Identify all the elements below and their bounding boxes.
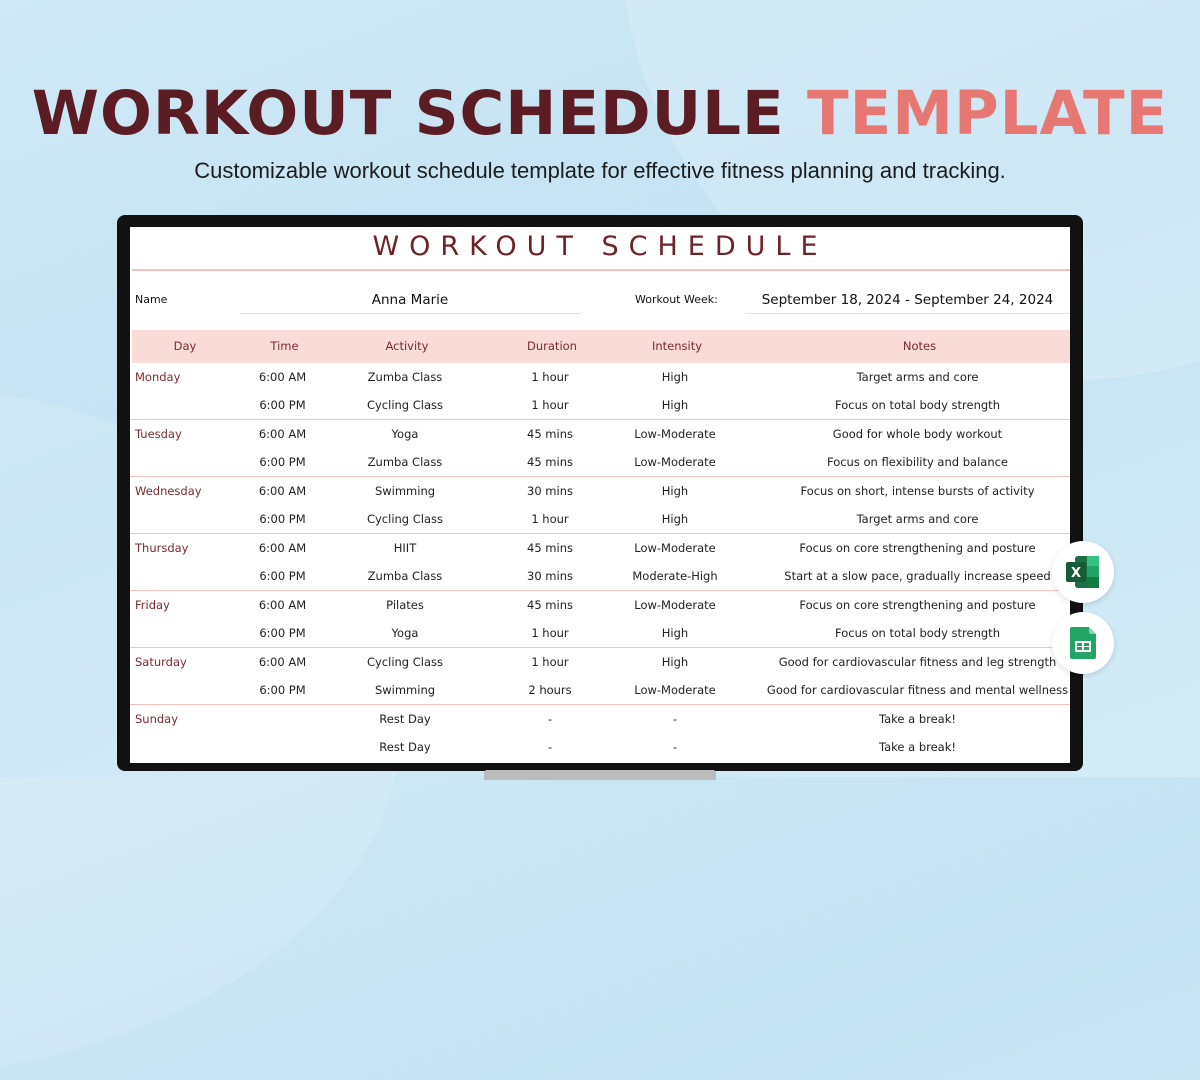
table-row <box>130 591 1070 619</box>
page-subtitle: Customizable workout schedule template for effective fitness planning and tracking. <box>194 158 1006 183</box>
activity-cell[interactable]: Pilates <box>386 598 424 612</box>
day-cell[interactable]: Monday <box>135 370 181 384</box>
intensity-cell[interactable]: Moderate-High <box>632 569 718 583</box>
duration-cell[interactable]: 30 mins <box>527 569 573 583</box>
table-row <box>130 448 1070 477</box>
activity-cell[interactable]: Cycling Class <box>366 398 444 412</box>
time-cell[interactable]: 6:00 AM <box>258 427 307 441</box>
intensity-cell[interactable]: High <box>661 484 689 498</box>
notes-cell[interactable]: Take a break! <box>878 740 957 754</box>
duration-cell[interactable]: 45 mins <box>527 598 573 612</box>
duration-cell[interactable]: - <box>547 740 553 754</box>
notes-cell[interactable]: Good for whole body workout <box>832 427 1003 441</box>
intensity-cell[interactable]: High <box>661 398 689 412</box>
table-row <box>130 648 1070 676</box>
table-row <box>130 619 1070 648</box>
notes-cell[interactable]: Focus on flexibility and balance <box>826 455 1009 469</box>
duration-cell[interactable]: 45 mins <box>527 427 573 441</box>
intensity-cell[interactable]: - <box>672 712 678 726</box>
intensity-cell[interactable]: Low-Moderate <box>634 598 716 612</box>
monitor-frame <box>117 215 1083 771</box>
time-cell[interactable]: 6:00 PM <box>259 683 306 697</box>
table-header <box>132 330 1070 363</box>
column-header-day: Day <box>173 339 197 353</box>
table-row <box>130 391 1070 420</box>
activity-cell[interactable]: Rest Day <box>379 712 431 726</box>
title-divider <box>132 269 1070 271</box>
activity-cell[interactable]: Rest Day <box>379 740 431 754</box>
table-row <box>130 363 1070 391</box>
activity-cell[interactable]: Swimming <box>374 484 436 498</box>
intensity-cell[interactable]: Low-Moderate <box>634 455 716 469</box>
duration-cell[interactable]: 1 hour <box>531 398 569 412</box>
intensity-cell[interactable]: High <box>661 655 689 669</box>
day-cell[interactable]: Tuesday <box>135 427 182 441</box>
notes-cell[interactable]: Focus on core strengthening and posture <box>799 598 1036 612</box>
time-cell[interactable]: 6:00 PM <box>259 455 306 469</box>
intensity-cell[interactable]: Low-Moderate <box>634 683 716 697</box>
table-row <box>130 420 1070 448</box>
time-cell[interactable]: 6:00 AM <box>258 655 307 669</box>
notes-cell[interactable]: Target arms and core <box>856 370 979 384</box>
notes-cell[interactable]: Target arms and core <box>856 512 979 526</box>
monitor-stand <box>484 770 716 780</box>
table-row <box>130 505 1070 534</box>
duration-cell[interactable]: 45 mins <box>527 541 573 555</box>
duration-cell[interactable]: 1 hour <box>531 370 569 384</box>
google-sheets-icon <box>1065 625 1101 661</box>
duration-cell[interactable]: 2 hours <box>528 683 572 697</box>
excel-icon <box>1065 554 1101 590</box>
table-row <box>130 534 1070 562</box>
table-row <box>130 733 1070 761</box>
intensity-cell[interactable]: High <box>661 512 689 526</box>
name-field[interactable]: Anna Marie <box>240 287 580 314</box>
time-cell[interactable]: 6:00 PM <box>259 512 306 526</box>
sheet-title: WORKOUT SCHEDULE <box>372 231 828 262</box>
day-cell[interactable]: Saturday <box>135 655 187 669</box>
duration-cell[interactable]: 1 hour <box>531 626 569 640</box>
activity-cell[interactable]: Zumba Class <box>367 569 443 583</box>
table-row <box>130 477 1070 505</box>
intensity-cell[interactable]: - <box>672 740 678 754</box>
notes-cell[interactable]: Start at a slow pace, gradually increase speed <box>784 569 1051 583</box>
time-cell[interactable]: 6:00 AM <box>258 598 307 612</box>
activity-cell[interactable]: HIIT <box>393 541 417 555</box>
notes-cell[interactable]: Focus on core strengthening and posture <box>799 541 1036 555</box>
notes-cell[interactable]: Good for cardiovascular fitness and mental wellness <box>766 683 1069 697</box>
time-cell[interactable]: 6:00 PM <box>259 569 306 583</box>
notes-cell[interactable]: Take a break! <box>878 712 957 726</box>
sheets-badge[interactable] <box>1052 612 1114 674</box>
activity-cell[interactable]: Zumba Class <box>367 370 443 384</box>
column-header-duration: Duration <box>527 339 577 353</box>
column-header-activity: Activity <box>385 339 429 353</box>
week-field[interactable]: September 18, 2024 - September 24, 2024 <box>745 287 1070 314</box>
day-cell[interactable]: Thursday <box>135 541 189 555</box>
column-header-intensity: Intensity <box>651 339 703 353</box>
day-cell[interactable]: Sunday <box>135 712 179 726</box>
page-title-main: WORKOUT SCHEDULE <box>31 78 785 149</box>
duration-cell[interactable]: - <box>547 712 553 726</box>
activity-cell[interactable]: Zumba Class <box>367 455 443 469</box>
duration-cell[interactable]: 30 mins <box>527 484 573 498</box>
time-cell[interactable]: 6:00 AM <box>258 484 307 498</box>
notes-cell[interactable]: Focus on total body strength <box>835 626 1000 640</box>
notes-cell[interactable]: Focus on short, intense bursts of activity <box>800 484 1035 498</box>
intensity-cell[interactable]: High <box>661 626 689 640</box>
column-header-time: Time <box>270 339 299 353</box>
excel-badge[interactable] <box>1052 541 1114 603</box>
time-cell[interactable]: 6:00 AM <box>258 541 307 555</box>
time-cell[interactable]: 6:00 PM <box>259 398 306 412</box>
table-row <box>130 705 1070 733</box>
notes-cell[interactable]: Good for cardiovascular fitness and leg strength <box>778 655 1057 669</box>
day-cell[interactable]: Friday <box>135 598 170 612</box>
time-cell[interactable]: 6:00 AM <box>258 370 307 384</box>
activity-cell[interactable]: Swimming <box>374 683 436 697</box>
page-title <box>0 78 1200 150</box>
activity-cell[interactable]: Cycling Class <box>366 512 444 526</box>
activity-cell[interactable]: Yoga <box>391 427 419 441</box>
duration-cell[interactable]: 1 hour <box>531 655 569 669</box>
table-row <box>130 676 1070 705</box>
table-row <box>130 562 1070 591</box>
intensity-cell[interactable]: Low-Moderate <box>634 541 716 555</box>
spreadsheet-screen <box>130 227 1070 763</box>
column-header-notes: Notes <box>902 339 937 353</box>
week-label: Workout Week: <box>635 293 718 306</box>
time-cell[interactable]: 6:00 PM <box>259 626 306 640</box>
intensity-cell[interactable]: Low-Moderate <box>634 427 716 441</box>
page-title-accent: TEMPLATE <box>806 78 1169 149</box>
duration-cell[interactable]: 45 mins <box>527 455 573 469</box>
svg-text:X: X <box>1070 566 1082 581</box>
activity-cell[interactable]: Yoga <box>391 626 419 640</box>
day-cell[interactable]: Wednesday <box>135 484 202 498</box>
name-label: Name <box>135 293 168 306</box>
notes-cell[interactable]: Focus on total body strength <box>835 398 1000 412</box>
intensity-cell[interactable]: High <box>661 370 689 384</box>
duration-cell[interactable]: 1 hour <box>531 512 569 526</box>
activity-cell[interactable]: Cycling Class <box>366 655 444 669</box>
